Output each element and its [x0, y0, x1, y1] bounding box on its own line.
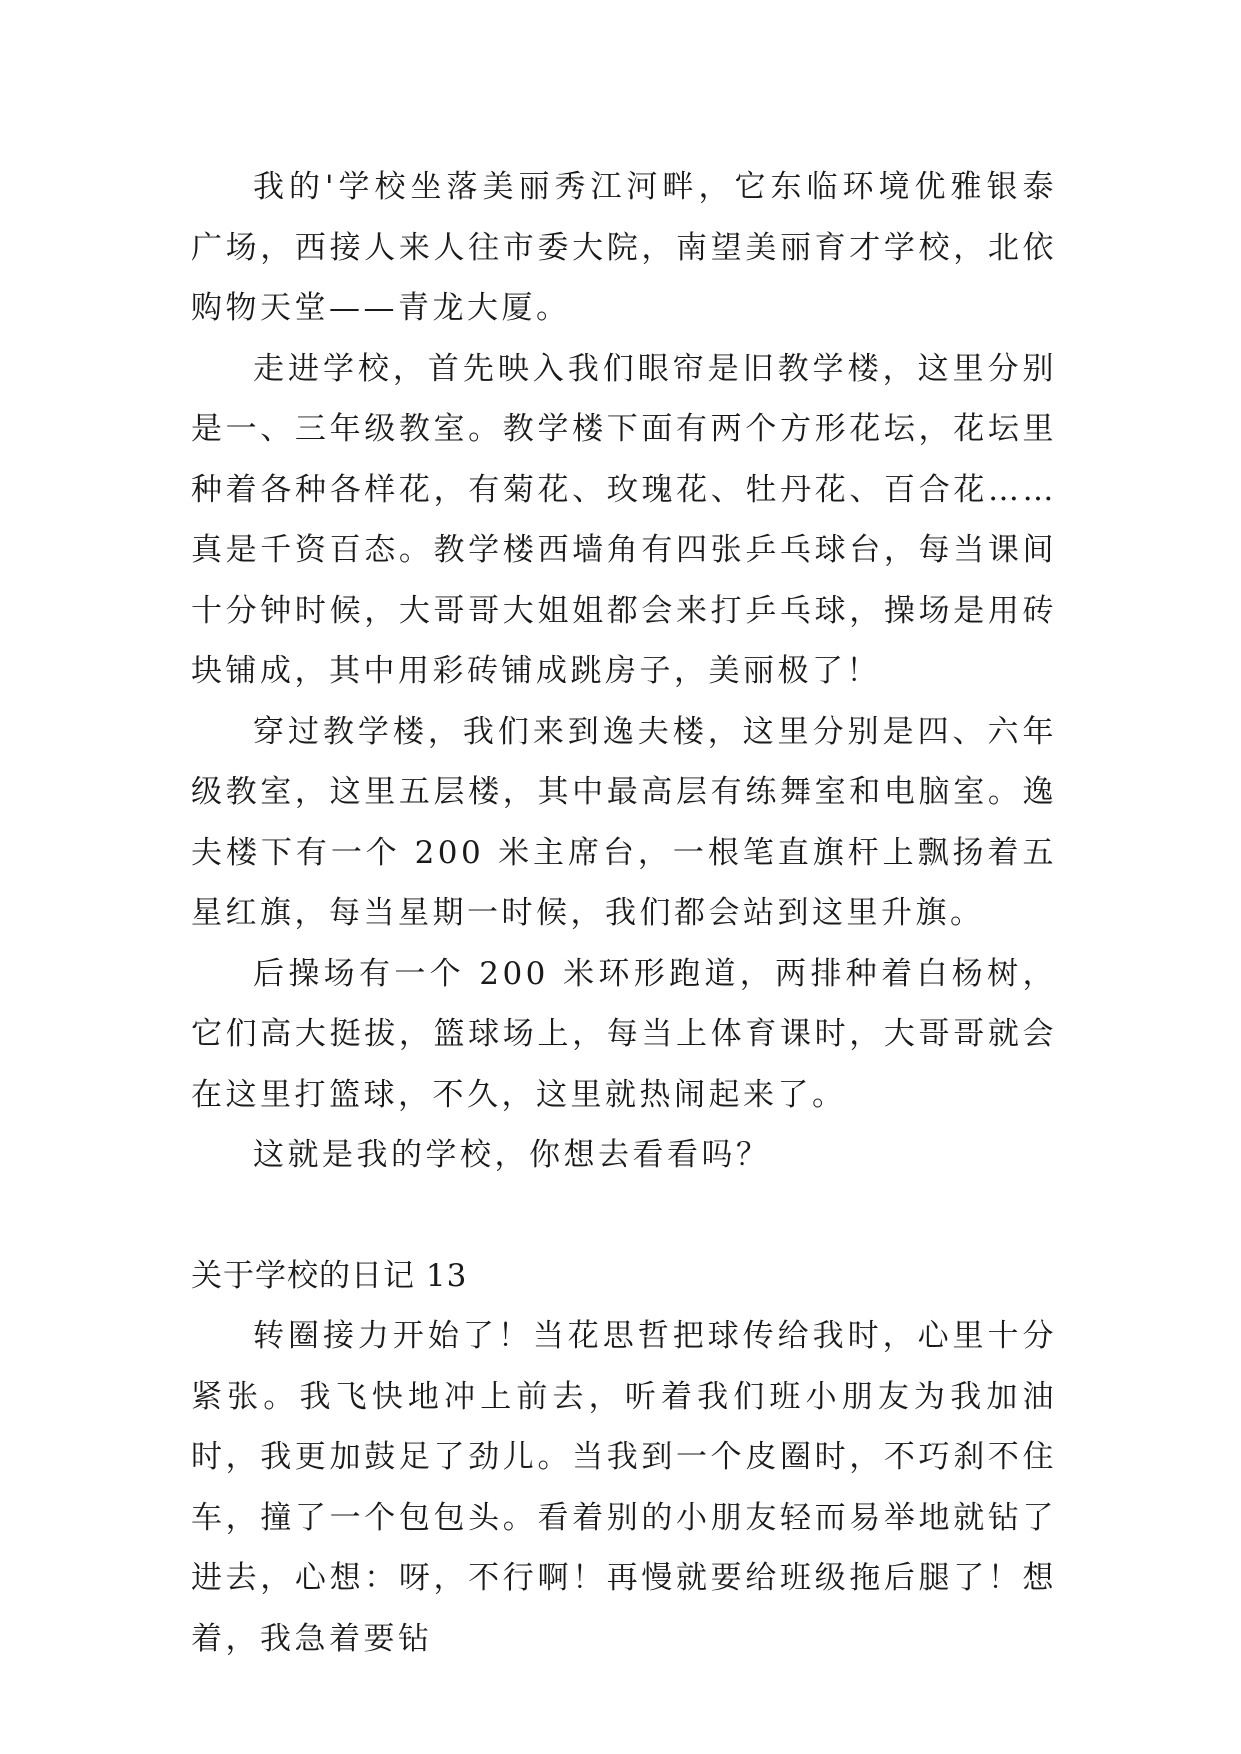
- paragraph-old-building: 走进学校，首先映入我们眼帘是旧教学楼，这里分别是一、三年级教室。教学楼下面有两个方形花坛，花坛里种着各种各样花，有菊花、玫瑰花、牡丹花、百合花……真是千资百态。教学楼西墙角有四张乒乓球台，每当课间十分钟时候，大哥哥大姐姐都会来打乒乓球，操场是用砖块铺成，其中用彩砖铺成跳房子，美丽极了！: [191, 350, 1057, 689]
- paragraph-yifu-building: 穿过教学楼，我们来到逸夫楼，这里分别是四、六年级教室，这里五层楼，其中最高层有练舞室和电脑室。逸夫楼下有一个 200 米主席台，一根笔直旗杆上飘扬着五星红旗，每当星期一时候，我们都会站到这里升旗。: [191, 713, 1057, 931]
- paragraph-relay-race: 转圈接力开始了！当花思哲把球传给我时，心里十分紧张。我飞快地冲上前去，听着我们班小朋友为我加油时，我更加鼓足了劲儿。当我到一个皮圈时，不巧刹不住车，撞了一个包包头。看着别的小朋友轻而易举地就钻了进去，心想：呀，不行啊！再慢就要给班级拖后腿了！想着，我急着要钻: [191, 1318, 1057, 1657]
- section-heading: 关于学校的日记 13: [191, 1257, 468, 1294]
- document-body: [191, 157, 1057, 1669]
- paragraph-school-location: 我的'学校坐落美丽秀江河畔，它东临环境优雅银泰广场，西接人来人往市委大院，南望美丽育才学校，北依购物天堂——青龙大厦。: [191, 169, 1057, 326]
- section-gap: [191, 1186, 1057, 1246]
- paragraph-back-playground: 后操场有一个 200 米环形跑道，两排种着白杨树，它们高大挺拔，篮球场上，每当上体育课时，大哥哥就会在这里打篮球，不久，这里就热闹起来了。: [191, 955, 1057, 1113]
- paragraph-closing: 这就是我的学校，你想去看看吗？: [253, 1137, 771, 1173]
